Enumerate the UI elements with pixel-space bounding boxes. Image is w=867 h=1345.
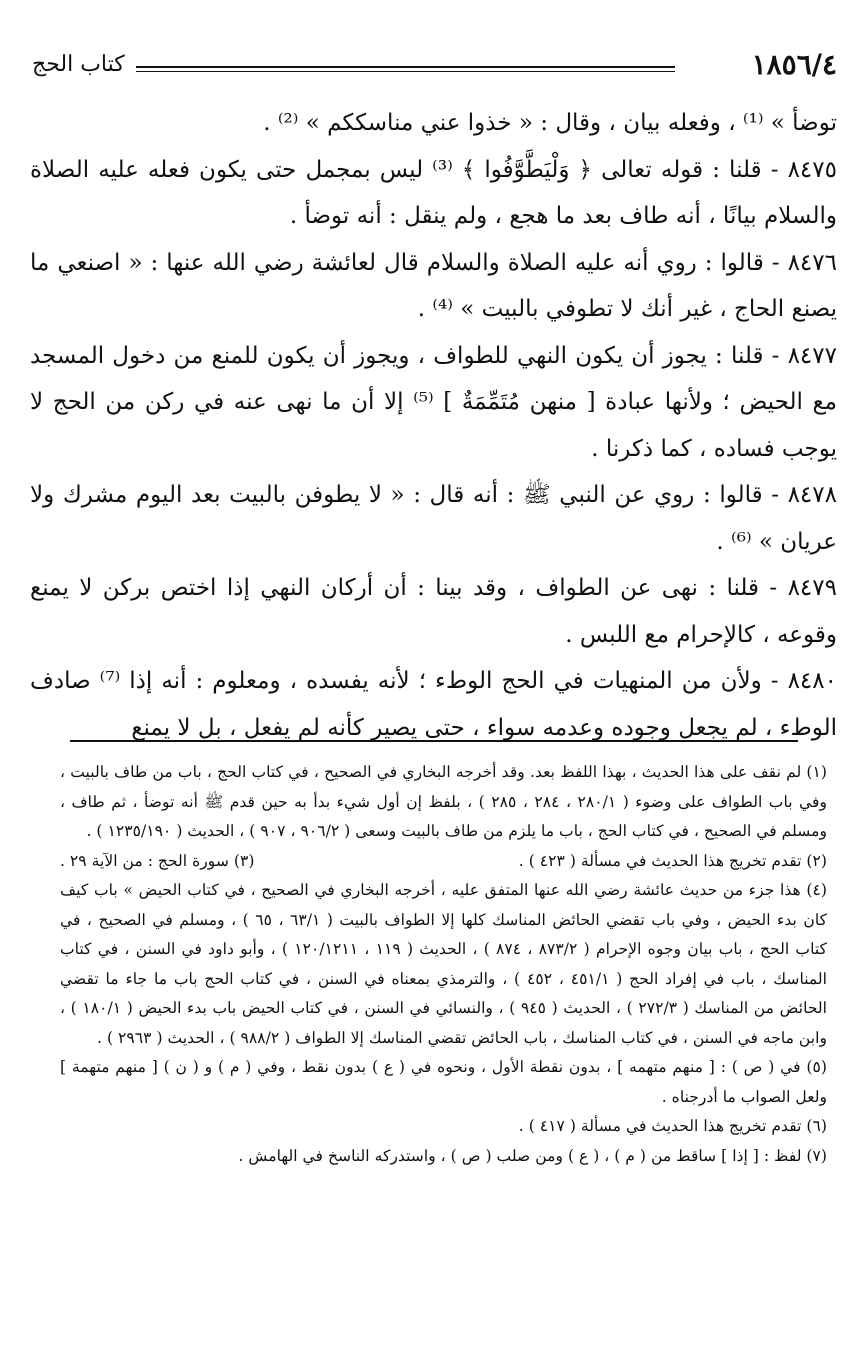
footnote-7: (٧) لفظ : [ إذا ] ساقط من ( م ) ، ( ع ) ومن صلب ( ص ) ، واستدركه الناسخ في الهامش . — [238, 1146, 827, 1165]
footnote-2: (٢) تقدم تخريج هذا الحديث في مسألة ( ٤٢٣ ) . — [518, 851, 827, 870]
paragraph-8477: ٨٤٧٧ - قلنا : يجوز أن يكون النهي للطواف ، ويجوز أن يكون للمنع من دخول المسجد مع الحيض ؛ ولأنها عبادة [ منهن مُتَمِّمَةٌ ] ⁽⁵⁾ إلا أن ما نهى عنه في ركن من الحج لا يوجب فساده ، كما ذكرنا . — [30, 342, 838, 462]
footnote-row-2-3 — [60, 847, 827, 877]
header-rule — [136, 66, 675, 72]
footnote-1: (١) لم نقف على هذا الحديث ، بهذا اللفظ بعد. وقد أخرجه البخاري في الصحيح ، في كتاب الحج ، باب من طاف بالبيت ، وفي باب الطواف على وضوء ( ٢٨٠/١ ، ٢٨٤ ، ٢٨٥ ) ، بلفظ إن أول شيء بدأ به حين قدم ﷺ أنه توضأ ، ثم طاف ، ومسلم في الصحيح ، في كتاب الحج ، باب ما يلزم من طاف بالبيت وسعى ( ٩٠٦/٢ ، ٩٠٧ ) ، الحديث ( ١٢٣٥/١٩٠ ) . — [60, 763, 828, 840]
footnote-3: (٣) سورة الحج : من الآية ٢٩ . — [60, 851, 255, 870]
paragraph-8476: ٨٤٧٦ - قالوا : روي أنه عليه الصلاة والسلام قال لعائشة رضي الله عنها : « اصنعي ما يصنع الحاج ، غير أنك لا تطوفي بالبيت » ⁽⁴⁾ . — [30, 249, 837, 322]
book-title: كتاب الحج — [32, 52, 125, 77]
paragraph-8475: ٨٤٧٥ - قلنا : قوله تعالى ﴿ وَلْيَطَّوَّفُوا ﴾ ⁽³⁾ ليس بمجمل حتى يكون فعله عليه الصلاة والسلام بيانًا ، أنه طاف بعد ما هجع ، ولم ينقل : أنه توضأ . — [30, 156, 837, 229]
page-header — [32, 44, 837, 90]
paragraph-8478: ٨٤٧٨ - قالوا : روي عن النبي ﷺ : أنه قال : « لا يطوفن بالبيت بعد اليوم مشرك ولا عريان » ⁽⁶⁾ . — [30, 482, 837, 555]
footnotes — [60, 758, 827, 1171]
paragraph: توضأ » ⁽¹⁾ ، وفعله بيان ، وقال : « خذوا عني مناسككم » ⁽²⁾ . — [263, 110, 837, 136]
footnote-5: (٥) في ( ص ) : [ منهم متهمه ] ، بدون نقطة الأول ، ونحوه في ( ع ) بدون نقط ، وفي ( م ) و ( ن ) [ منهم متهمة ] ولعل الصواب ما أدرجناه . — [60, 1058, 827, 1106]
footnote-6: (٦) تقدم تخريج هذا الحديث في مسألة ( ٤١٧ ) . — [518, 1117, 827, 1135]
footnote-separator — [70, 740, 798, 742]
paragraph-8480: ٨٤٨٠ - ولأن من المنهيات في الحج الوطء ؛ لأنه يفسده ، ومعلوم : أنه إذا ⁽⁷⁾ صادف الوطء ، لم يجعل وجوده وعدمه سواء ، حتى يصير كأنه لم يفعل ، بل لا يمنع — [30, 668, 837, 741]
main-text — [30, 100, 837, 751]
footnote-4: (٤) هذا جزء من حديث عائشة رضي الله عنها المتفق عليه ، أخرجه البخاري في الصحيح ، في كتاب الحيض » باب كيف كان بدء الحيض ، وفي باب تقضي الحائض المناسك كلها إلا الطواف بالبيت ( ٦٣/١ ، ٦٥ ) ، ومسلم في الصحيح ، في كتاب الحج ، باب بيان وجوه الإحرام ( ٨٧٣/٢ ، ٨٧٤ ) ، الحديث ( ١١٩ ، ١٢٠/١٢١١ ) ، وأبو داود في السنن ، في كتاب المناسك ، باب في إفراد الحج ( ٤٥١/١ ، ٤٥٢ ) ، والترمذي بمعناه في السنن ، في كتاب الحج باب ما جاء ما تقضي الحائض من المناسك ( ٢٧٢/٣ ) ، الحديث ( ٩٤٥ ) ، والنسائي في السنن ، في كتاب الحيض باب بدء الحيض ( ١٨٠/١ ) ، وابن ماجه في السنن ، في كتاب المناسك ، باب الحائض تقضي المناسك إلا الطواف ( ٩٨٨/٢ ) ، الحديث ( ٢٩٦٣ ) . — [60, 881, 828, 1047]
page-number: ١٨٥٦/٤ — [751, 48, 837, 81]
paragraph-8479: ٨٤٧٩ - قلنا : نهى عن الطواف ، وقد بينا : أن أركان النهي إذا اختص بركن لا يمنع وقوعه ، كالإحرام مع اللبس . — [30, 575, 837, 648]
